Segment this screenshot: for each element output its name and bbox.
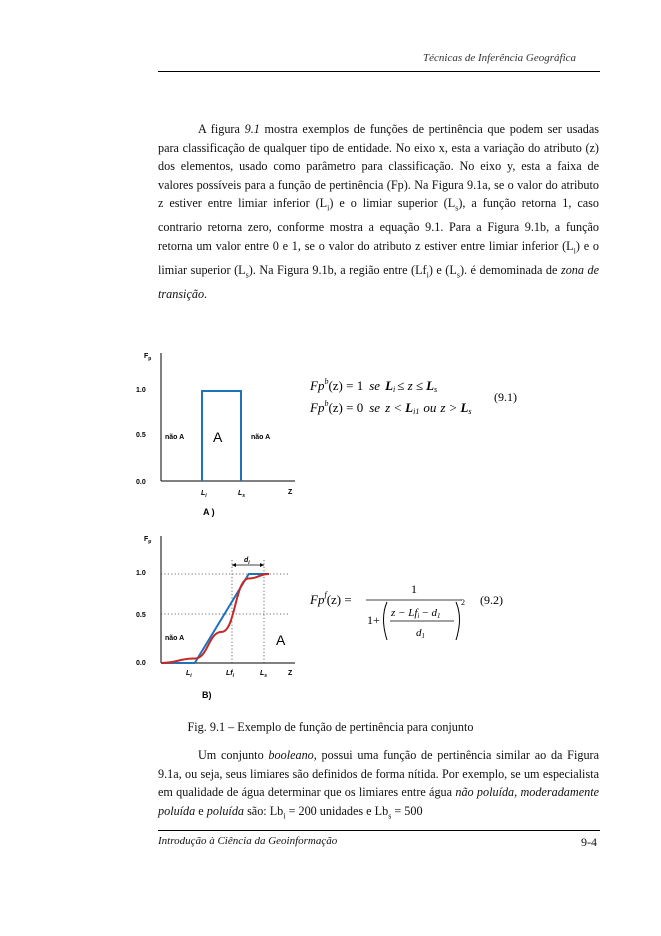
figure-b-xtick-ls: $L_s$	[260, 670, 268, 679]
equation-9-1-line-1: $Fp^b(z) = 1$ se Li ≤ z ≤ Ls	[310, 377, 438, 394]
figure-a-xtick-li: $L_i$	[201, 490, 207, 499]
figure-a-region-not-a-right: não A	[251, 434, 271, 441]
equation-9-1-line-2: $Fp^b(z) = 0$ se z < Li1 ou z > Ls	[310, 399, 472, 416]
figure-b-fuzzy-membership	[130, 530, 330, 710]
figure-b-xtick-lfi: $Lf_i$	[226, 670, 234, 679]
figure-b-blue-series-1	[161, 574, 269, 663]
figure-b-ytick-0: 0.0	[136, 660, 146, 667]
figure-b-annotation-d1: $d_i$	[244, 557, 250, 566]
equation-9-2-right-paren	[456, 602, 460, 640]
equation-9-2-inner-denominator: d1	[416, 627, 425, 640]
figure-b-arrowhead-left	[232, 563, 236, 567]
figure-a-xlabel: Z	[288, 489, 293, 496]
footer-book-title: Introdução à Ciência da Geoinformação	[158, 835, 338, 847]
equation-9-2-number: (9.2)	[480, 593, 503, 607]
figure-b-ylabel: $F_p$	[144, 536, 152, 545]
figure-b-ytick-0.5: 0.5	[136, 612, 146, 619]
running-header: Técnicas de Inferência Geográfica	[423, 52, 577, 64]
figure-a-ytick-0.5: 0.5	[136, 432, 146, 439]
figure-b-arrowhead-right	[260, 563, 264, 567]
figure-b-xlabel: Z	[288, 670, 293, 677]
figure-a-ytick-0: 0.0	[136, 479, 146, 486]
figure-a-xtick-ls: $L_s$	[238, 490, 246, 499]
header-rule	[158, 71, 600, 72]
figure-a-panel-label: A )	[203, 507, 215, 517]
figure-a-region-a: A	[213, 429, 223, 445]
equation-9-2-numerator: 1	[411, 582, 417, 596]
figure-b-region-not-a: não A	[165, 635, 185, 642]
figure-a-ylabel: $F_p$	[144, 353, 152, 362]
equation-9-2-lhs: $Fp^f(z)$ =	[310, 590, 352, 607]
equation-9-2-left-paren	[384, 602, 388, 640]
figure-b-region-a: A	[276, 632, 286, 648]
paragraph-1: A figura 9.1 mostra exemplos de funções de pertinência que podem ser usadas para classificação de qualquer tipo de entidade. No eixo x, esta a variação do atributo (z) dos elementos, usado como parâmetro para classificação. No eixo y, esta a faixa de valores possíveis para a função de pertinência (Fp). Na Figura 9.1a, se o valor do atributo z estiver entre limiar inferior $(L_i)$ e o limiar superior $(L_s)$, a função retorna 1, caso contrario retorna zero, conforme mostra a equação 9.1. Para a Figura 9.1b, a função retorna um valor entre 0 e 1, se o valor do atributo z estiver entre limiar inferior $(L_i)$ e o limiar superior $(L_s)$. Na Figura 9.1b, a região entre $(Lf_i)$ e $(L_s)$. é demominada de zona de transição.	[158, 122, 599, 302]
equation-9-2-exponent: 2	[461, 598, 465, 607]
figure-b-red-series-1	[161, 574, 269, 663]
figure-a-crisp-membership	[130, 345, 330, 525]
figure-a-ytick-1: 1.0	[136, 387, 146, 394]
equation-9-2-inner-numerator: z − Lfi − d1	[391, 607, 441, 620]
equation-9-2-denominator-one: 1+	[367, 613, 380, 627]
equation-9-2	[310, 578, 570, 648]
equation-9-1	[310, 370, 560, 420]
footer-rule	[158, 830, 600, 831]
figure-caption: Fig. 9.1 – Exemplo de função de pertinência para conjunto	[187, 720, 474, 734]
figure-b-ytick-1: 1.0	[136, 570, 146, 577]
page-number: 9-4	[581, 835, 597, 849]
figure-b-panel-label: B)	[202, 690, 212, 700]
equation-9-1-number: (9.1)	[494, 390, 517, 404]
figure-b-xtick-li: $L_i$	[186, 670, 192, 679]
paragraph-2: Um conjunto booleano, possui uma função de pertinência similar ao da Figura 9.1a, ou seja, seus limiares são definidos de forma nítida. Por exemplo, se um especialista em qualidade de água determinar que os limiares entre água não poluída, moderadamente poluída e poluída são: $Lb_i = 200$ unidades e $Lb_s = 500$	[158, 748, 600, 821]
figure-a-region-not-a-left: não A	[165, 434, 185, 441]
